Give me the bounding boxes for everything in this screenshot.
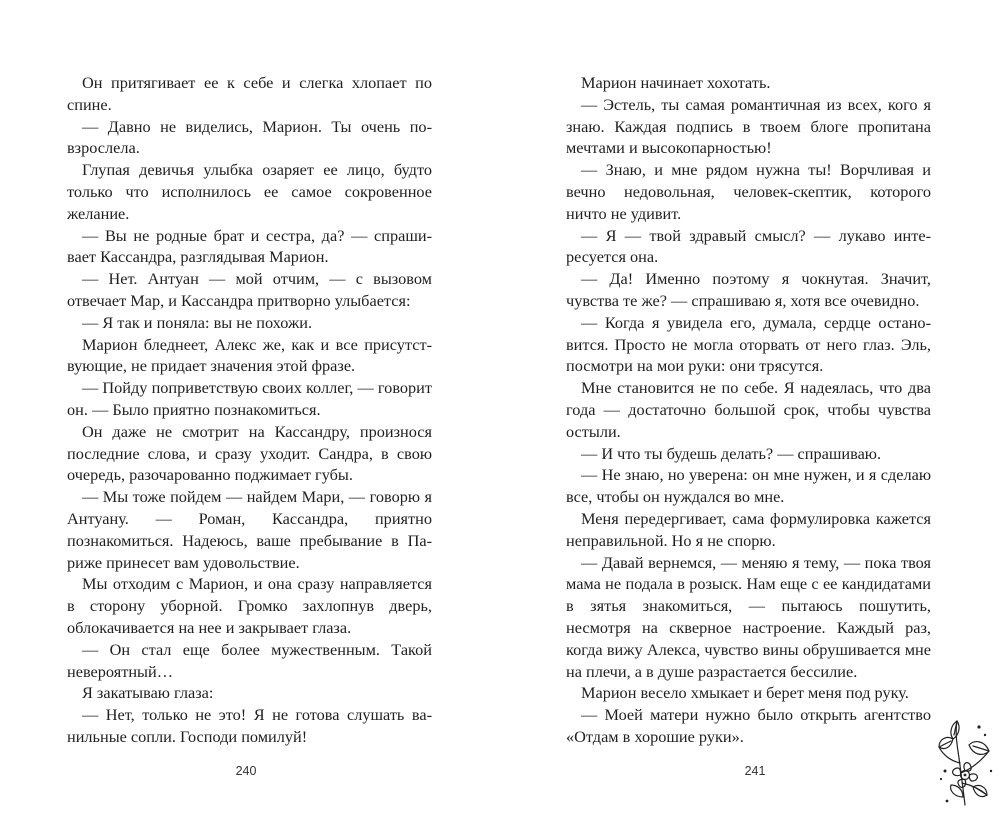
page-number-right: 241 (744, 764, 766, 778)
left-paragraph-10: — Мы тоже пойдем — найдем Мари, — говорю я Антуану. — Роман, Кассандра, приятно познакомиться. Надеюсь, ваше пребывание в Париже принесет вам удовольствие. (67, 487, 432, 572)
left-paragraph-4: — Вы не родные брат и сестра, да? — спрашивает Кассандра, разглядывая Марион. (67, 225, 432, 267)
right-paragraph-3: — Знаю, и мне рядом нужна ты! Ворчливая и вечно недовольная, человек-скептик, которого ничто не удивит. (566, 160, 931, 223)
left-paragraph-8: — Пойду поприветствую своих коллег, — говорит он. — Было приятно познакомиться. (67, 378, 432, 419)
left-paragraph-7: Марион бледнеет, Алекс же, как и все присутствующие, не придает значения этой фразе. (67, 334, 432, 376)
right-paragraph-2: — Эстель, ты самая романтичная из всех, кого я знаю. Каждая подпись в твоем блоге пропитана мечтами и высокопарностью! (566, 94, 931, 158)
right-paragraph-13: — Моей матери нужно было открыть агентство «Отдам в хорошие руки». (566, 705, 931, 746)
left-paragraph-6: — Я так и поняла: вы не похожи. (82, 312, 313, 332)
left-paragraph-11: Мы отходим с Марион, и она сразу направляется в сторону уборной. Громко захлопнув дверь, облокачивается на нее и закрывает глаза. (67, 574, 432, 637)
right-paragraph-5: — Да! Именно поэтому я чокнутая. Значит, чувства те же? — спрашиваю я, хотя все очевидно. (566, 269, 931, 310)
left-paragraph-14: — Нет, только не это! Я не готова слушать ванильные сопли. Господи помилуй! (67, 705, 432, 746)
page-number-left: 240 (235, 764, 257, 778)
left-page (67, 72, 432, 748)
right-paragraph-7: Мне становится не по себе. Я надеялась, что два года — достаточно большой срок, чтобы чувства остыли. (566, 378, 931, 441)
left-paragraph-13: Я закатываю глаза: (82, 683, 214, 703)
left-paragraph-12: — Он стал еще более мужественным. Такой невероятный… (67, 639, 432, 681)
left-paragraph-2: — Давно не виделись, Марион. Ты очень повзрослела. (67, 116, 432, 158)
right-paragraph-6: — Когда я увидела его, думала, сердце остановится. Просто не могла оторвать от него глаз. Эль, посмотри на мои руки: они трясутся. (566, 312, 931, 376)
right-paragraph-10: Меня передергивает, сама формулировка кажется неправильной. Но я не спорю. (566, 508, 931, 550)
right-paragraph-9: — Не знаю, но уверена: он мне нужен, и я сделаю все, чтобы он нуждался во мне. (566, 465, 931, 507)
right-paragraph-1: Марион начинает хохотать. (581, 73, 771, 92)
left-paragraph-5: — Нет. Антуан — мой отчим, — с вызовом отвечает Мар, и Кассандра притворно улыбается: (67, 269, 432, 310)
left-paragraph-1: Он притягивает ее к себе и слегка хлопает по спине. (67, 73, 432, 114)
left-paragraph-9: Он даже не смотрит на Кассандру, произнося последние слова, и сразу уходит. Сандра, в свою очередь, разочарованно поджимает губы. (67, 421, 432, 485)
right-paragraph-11: — Давай вернемся, — меняю я тему, — пока твоя мама не подала в розыск. Нам еще с ее кандидатами в зятья знакомиться, — пытаюсь пошутить, несмотря на скверное настроение. Каждый раз, когда вижу Алекса, чувство вины обрушивается мне на плечи, а в душе разрастается бессилие. (566, 552, 931, 681)
right-page (566, 72, 931, 748)
left-paragraph-3: Глупая девичья улыбка озаряет ее лицо, будто только что исполнилось ее самое сокровенное желание. (67, 160, 432, 223)
right-paragraph-8: — И что ты будешь делать? — спрашиваю. (581, 443, 882, 463)
right-paragraph-12: Марион весело хмыкает и берет меня под руку. (581, 683, 909, 703)
floral-ornament-icon (935, 713, 995, 808)
right-paragraph-4: — Я — твой здравый смысл? — лукаво интересуется она. (566, 225, 931, 267)
